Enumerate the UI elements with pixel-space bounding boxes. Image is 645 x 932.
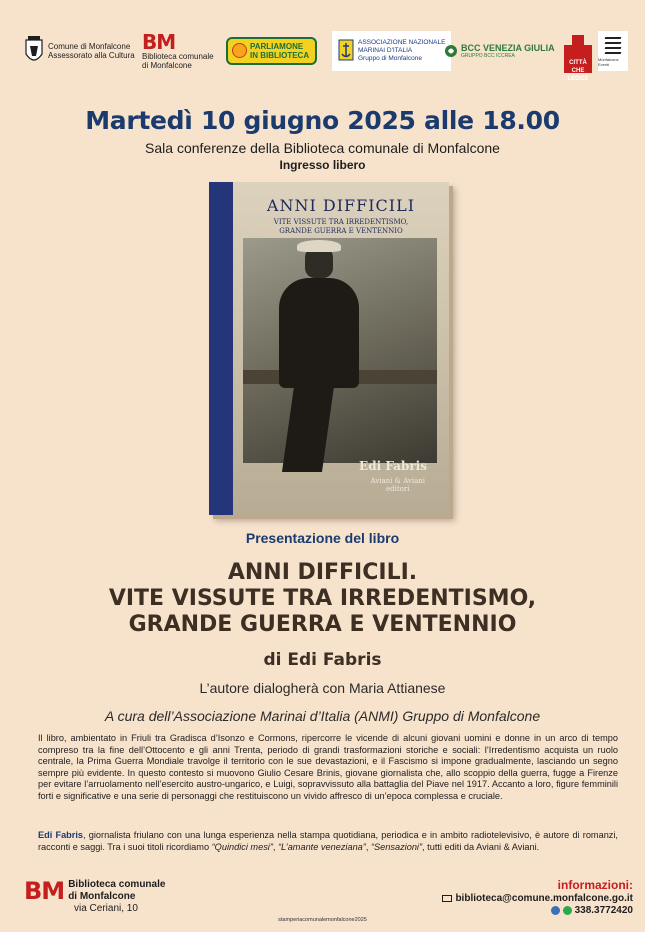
book-author-heading: di Edi Fabris <box>263 650 382 670</box>
book-cover-publisher <box>371 477 425 493</box>
book-cover-subtitle-line1: VITE VISSUTE TRA IRREDENTISMO, <box>273 218 409 226</box>
anmi-logo <box>332 28 451 74</box>
book-cover-author: Edi Fabris <box>359 459 427 473</box>
bcc-group: GRUPPO BCC ICCREA <box>461 53 515 59</box>
monfalcone-eventi-logo <box>598 28 628 74</box>
author-bio-book2: “L’amante veneziana” <box>278 841 366 852</box>
author-bio-book1: “Quindici mesi” <box>211 841 273 852</box>
author-bio-text-end: , tutti editi da Aviani & Aviani. <box>422 841 540 852</box>
anmi-line1: ASSOCIAZIONE NAZIONALE <box>358 39 446 46</box>
bcc-leaf-icon <box>444 44 458 58</box>
book-cover-publisher-line2: editori <box>386 485 410 493</box>
contact-email[interactable]: biblioteca@comune.monfalcone.go.it <box>455 893 633 904</box>
event-date: Martedì 10 giugno 2025 alle 18.00 <box>85 106 560 135</box>
comune-name: Comune di Monfalcone <box>48 42 131 51</box>
book-cover-publisher-line1: Aviani & Aviani <box>370 477 425 485</box>
footer-lib-city: di Monfalcone <box>68 891 136 902</box>
footer-library-logo <box>24 879 165 903</box>
info-label: informazioni: <box>557 878 633 892</box>
anmi-box <box>332 31 451 71</box>
author-bio-book3: “Sensazioni” <box>370 841 423 852</box>
presentation-label: Presentazione del libro <box>245 530 400 546</box>
photo-figure-hat <box>297 240 341 252</box>
parliamone-line1: PARLIAMONE <box>250 42 304 51</box>
stripes-label: Monfalcone Eventi <box>598 57 619 67</box>
book-cover-subtitle-line2: GRANDE GUERRA E VENTENNIO <box>279 227 403 235</box>
book-cover-title: ANNI DIFFICILI <box>266 196 416 215</box>
citta-che-legge-logo <box>564 36 592 82</box>
book-cover-subtitle <box>233 218 449 236</box>
bm-logo-mark: BM <box>142 30 176 54</box>
footer-lib-name: Biblioteca comunale <box>68 879 166 890</box>
book-title-line1: ANNI DIFFICILI. <box>227 560 418 585</box>
book-spine <box>209 182 233 515</box>
phone-line <box>442 905 633 916</box>
author-bio-sep1: , <box>272 841 278 852</box>
book-title-line2: VITE VISSUTE TRA IRREDENTISMO, <box>108 586 537 611</box>
footer-bm-mark: BM <box>24 877 65 905</box>
biblioteca-name: Biblioteca comunale <box>142 52 214 61</box>
comune-office: Assessorato alla Cultura <box>48 51 135 60</box>
mail-icon <box>442 895 452 902</box>
stripes-icon <box>598 31 628 71</box>
curated-by: A cura dell’Associazione Marinai d’Italia (ANMI) Gruppo di Monfalcone <box>104 708 541 724</box>
event-venue: Sala conferenze della Biblioteca comunale di Monfalcone <box>145 140 500 156</box>
author-bio-text: , giornalista friulano con una lunga esperienza nella stampa quotidiana, periodica e in ambito radiotelevisivo, è autore di romanzi, racconti e saggi. Tra i suoi titoli ricordiamo <box>38 830 618 852</box>
author-bio-name: Edi Fabris <box>38 830 84 840</box>
sponsor-logos-bar <box>24 28 634 82</box>
coat-of-arms-icon <box>24 36 44 66</box>
comune-logo <box>24 28 135 74</box>
phone-icon <box>551 906 560 915</box>
event-entry: Ingresso libero <box>279 158 366 172</box>
author-bio-sep2: , <box>365 841 371 852</box>
dialogue-note: L’autore dialogherà con Maria Attianese <box>199 680 446 696</box>
book-description: Il libro, ambientato in Friuli tra Gradisca d’Isonzo e Cormons, ripercorre le vicende di alcuni giovani uomini e donne in un arco di tempo compreso tra la fine dell’Ottocento e gli anni Trenta, periodo di grandi trasformazioni storiche e sociali: l’Irredentismo acquista un ruolo centrale, la Prima Guerra Mondiale travolge il territorio con le sue devastazioni, e il Fascismo si impone gradualmente, lasciando un segno sempre più evidente. In questo contesto si muovono Giulio Cesare Brinis, giovane giornalista che, allo scoppio della guerra, fugge a Firenze per evitare l’arruolamento nell’esercito austro-ungarico, e Luigi, sopravvissuto alla battaglia del Piave nel 1917. Accanto a loro, figure femminili forti e significative e una serie di personaggi che restituiscono un vivido affresco di un’epoca complessa e cruciale. <box>38 733 618 801</box>
email-line <box>442 893 633 904</box>
book-title-heading <box>0 560 645 638</box>
author-bio <box>38 830 618 853</box>
parliamone-line2: IN BIBLIOTECA <box>250 51 310 60</box>
bcc-name: BCC VENEZIA GIULIA <box>461 43 555 53</box>
citta-badge: CITTÀ CHE LEGGE <box>564 45 592 73</box>
biblioteca-logo <box>142 28 214 74</box>
parliamone-badge <box>226 37 317 65</box>
contact-phone[interactable]: 338.3772420 <box>574 905 633 916</box>
footer-address: via Ceriani, 10 <box>74 903 138 914</box>
whatsapp-icon <box>563 906 572 915</box>
parliamone-logo <box>226 28 317 74</box>
anchor-icon <box>338 39 354 63</box>
print-credit: stamperiacomunalemonfalcone2025 <box>278 917 367 923</box>
bcc-logo <box>444 28 555 74</box>
book-title-line3: GRANDE GUERRA E VENTENNIO <box>128 612 517 637</box>
biblioteca-city: di Monfalcone <box>142 61 192 70</box>
anmi-line2: MARINAI D'ITALIA <box>358 47 413 54</box>
book-cover-image <box>209 182 449 515</box>
contact-info <box>442 878 633 916</box>
anmi-line3: Gruppo di Monfalcone <box>358 55 422 62</box>
